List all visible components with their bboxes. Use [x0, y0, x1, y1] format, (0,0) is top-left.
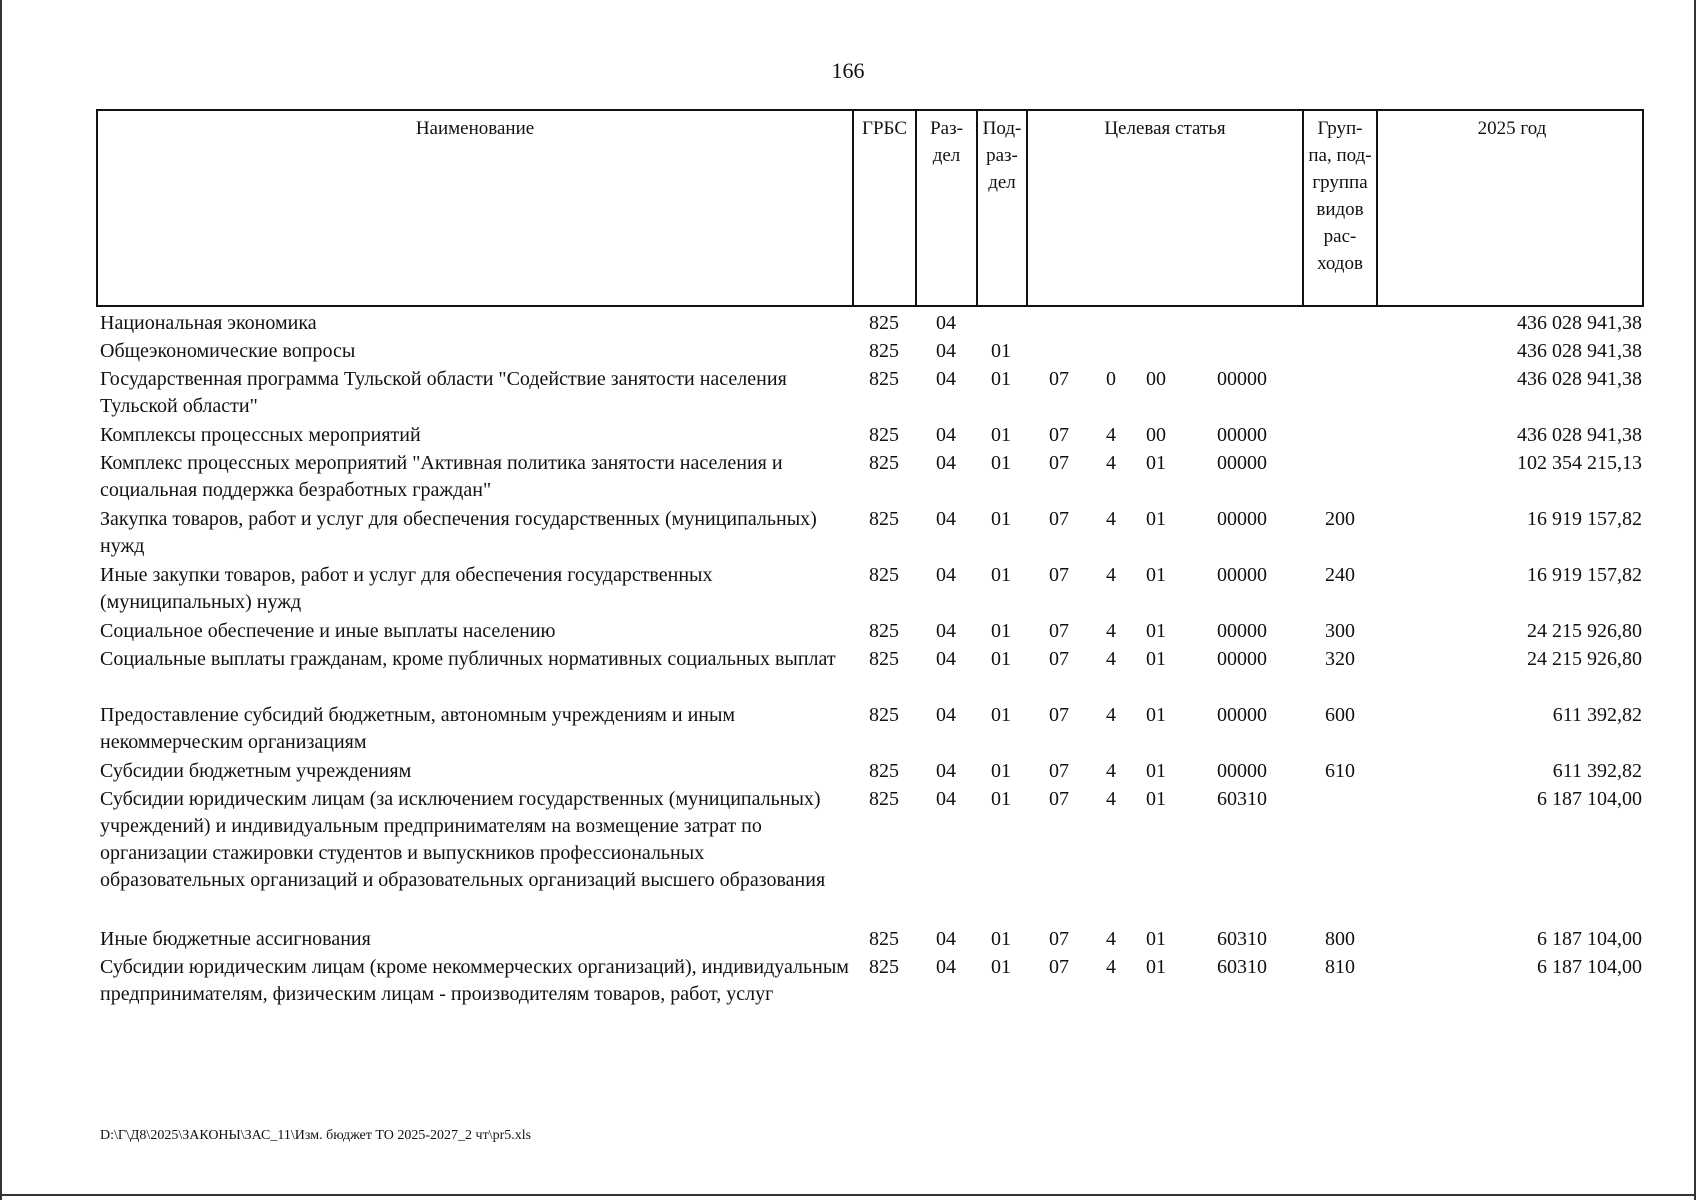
row-razdel: 04: [936, 620, 956, 642]
row-target-direction: 60310: [1217, 956, 1267, 978]
row-target-type: 4: [1106, 508, 1116, 530]
row-grbs: 825: [869, 424, 899, 446]
row-target-complex: 01: [1146, 704, 1166, 726]
row-target-complex: 01: [1146, 788, 1166, 810]
row-target-program: 07: [1049, 648, 1069, 670]
header-podrazdel: [978, 115, 1026, 196]
row-name: Субсидии бюджетным учреждениям: [100, 760, 412, 782]
row-name: Комплекс процессных мероприятий "Активная политика занятости населения и социальная поддержка безработных граждан": [100, 452, 783, 501]
row-podrazdel: 01: [991, 928, 1011, 950]
row-razdel: 04: [936, 928, 956, 950]
row-name: Комплексы процессных мероприятий: [100, 424, 421, 446]
row-grbs: 825: [869, 452, 899, 474]
row-target-type: 4: [1106, 620, 1116, 642]
row-grbs: 825: [869, 340, 899, 362]
row-razdel: 04: [936, 648, 956, 670]
row-target-complex: 01: [1146, 648, 1166, 670]
header-group-line: па, под-: [1308, 145, 1372, 166]
row-podrazdel: 01: [991, 704, 1011, 726]
row-grbs: 825: [869, 760, 899, 782]
row-expense-group: 200: [1325, 508, 1355, 530]
row-razdel: 04: [936, 956, 956, 978]
row-target-type: 4: [1106, 564, 1116, 586]
row-target-direction: 60310: [1217, 928, 1267, 950]
row-amount: 6 187 104,00: [1537, 956, 1642, 978]
row-amount: 16 919 157,82: [1527, 564, 1642, 586]
row-target-direction: 60310: [1217, 788, 1267, 810]
row-podrazdel: 01: [991, 788, 1011, 810]
row-target-type: 4: [1106, 704, 1116, 726]
row-expense-group: 240: [1325, 564, 1355, 586]
row-grbs: 825: [869, 564, 899, 586]
row-expense-group: 300: [1325, 620, 1355, 642]
row-target-complex: 01: [1146, 564, 1166, 586]
row-target-direction: 00000: [1217, 564, 1267, 586]
row-podrazdel: 01: [991, 760, 1011, 782]
row-name: Закупка товаров, работ и услуг для обеспечения государственных (муниципальных) нужд: [100, 508, 817, 557]
file-path-footer: D:\Г\Д8\2025\ЗАКОНЫ\ЗАС_11\Изм. бюджет ТО 2025-2027_2 чт\pr5.xls: [100, 1128, 532, 1143]
row-grbs: 825: [869, 648, 899, 670]
row-name: Государственная программа Тульской области "Содействие занятости населения Тульской области": [100, 368, 787, 417]
row-expense-group: 610: [1325, 760, 1355, 782]
row-amount: 24 215 926,80: [1527, 648, 1642, 670]
row-name: Социальное обеспечение и иные выплаты населению: [100, 620, 556, 642]
header-razdel-line: Раз-: [930, 118, 963, 139]
row-target-direction: 00000: [1217, 368, 1267, 390]
row-target-direction: 00000: [1217, 760, 1267, 782]
header-razdel-line: дел: [932, 145, 961, 166]
row-amount: 611 392,82: [1552, 704, 1642, 726]
row-target-complex: 01: [1146, 452, 1166, 474]
page-edge-left: [0, 0, 2, 1200]
row-target-program: 07: [1049, 452, 1069, 474]
row-razdel: 04: [936, 452, 956, 474]
row-target-program: 07: [1049, 956, 1069, 978]
row-target-type: 4: [1106, 424, 1116, 446]
row-name: Иные бюджетные ассигнования: [100, 928, 371, 950]
row-target-direction: 00000: [1217, 620, 1267, 642]
header-podrazdel-line: Под-: [982, 118, 1022, 139]
row-target-complex: 00: [1146, 368, 1166, 390]
row-name: Субсидии юридическим лицам (кроме некоммерческих организаций), индивидуальным предпринимателям, физическим лицам - производителям товаров, работ, услуг: [100, 956, 849, 1005]
row-target-complex: 01: [1146, 508, 1166, 530]
row-podrazdel: 01: [991, 340, 1011, 362]
row-target-type: 4: [1106, 788, 1116, 810]
row-target-program: 07: [1049, 760, 1069, 782]
row-grbs: 825: [869, 312, 899, 334]
row-target-complex: 01: [1146, 928, 1166, 950]
row-amount: 16 919 157,82: [1527, 508, 1642, 530]
row-name: Иные закупки товаров, работ и услуг для обеспечения государственных (муниципальных) нужд: [100, 564, 713, 613]
header-podrazdel-line: дел: [988, 172, 1016, 193]
row-grbs: 825: [869, 704, 899, 726]
row-grbs: 825: [869, 620, 899, 642]
header-podrazdel-line: раз-: [986, 145, 1018, 166]
row-grbs: 825: [869, 368, 899, 390]
row-grbs: 825: [869, 956, 899, 978]
row-target-direction: 00000: [1217, 704, 1267, 726]
header-razdel: [917, 115, 976, 169]
row-amount: 102 354 215,13: [1517, 452, 1642, 474]
row-name: Общеэкономические вопросы: [100, 340, 356, 362]
header-grbs: ГРБС: [861, 118, 907, 139]
row-podrazdel: 01: [991, 648, 1011, 670]
row-target-program: 07: [1049, 564, 1069, 586]
row-podrazdel: 01: [991, 508, 1011, 530]
row-amount: 436 028 941,38: [1517, 368, 1642, 390]
row-razdel: 04: [936, 760, 956, 782]
header-group-line: группа: [1312, 172, 1368, 193]
row-razdel: 04: [936, 564, 956, 586]
row-name: Социальные выплаты гражданам, кроме публичных нормативных социальных выплат: [100, 648, 836, 670]
row-amount: 436 028 941,38: [1517, 312, 1642, 334]
row-razdel: 04: [936, 508, 956, 530]
row-target-program: 07: [1049, 620, 1069, 642]
table-header: [96, 109, 1644, 307]
row-target-type: 4: [1106, 956, 1116, 978]
row-expense-group: 600: [1325, 704, 1355, 726]
row-amount: 436 028 941,38: [1517, 340, 1642, 362]
row-target-program: 07: [1049, 508, 1069, 530]
header-target-article: Целевая статья: [1104, 118, 1226, 139]
row-target-complex: 01: [1146, 760, 1166, 782]
row-grbs: 825: [869, 508, 899, 530]
row-grbs: 825: [869, 788, 899, 810]
row-razdel: 04: [936, 424, 956, 446]
row-target-direction: 00000: [1217, 424, 1267, 446]
row-target-program: 07: [1049, 788, 1069, 810]
row-amount: 436 028 941,38: [1517, 424, 1642, 446]
row-target-type: 4: [1106, 760, 1116, 782]
header-group-line: ходов: [1317, 253, 1363, 274]
row-name: Субсидии юридическим лицам (за исключением государственных (муниципальных) учреждений) и индивидуальным предпринимателям на возмещение затрат по организации стажировки студентов и выпускников профессиональных образовательных организаций и образовательных организаций высшего образования: [100, 788, 826, 891]
row-target-type: 4: [1106, 452, 1116, 474]
row-podrazdel: 01: [991, 452, 1011, 474]
row-target-type: 0: [1106, 368, 1116, 390]
header-group-line: Груп-: [1317, 118, 1363, 139]
row-amount: 611 392,82: [1552, 760, 1642, 782]
row-razdel: 04: [936, 788, 956, 810]
row-grbs: 825: [869, 928, 899, 950]
page-number: 166: [831, 58, 865, 83]
row-target-complex: 01: [1146, 956, 1166, 978]
row-razdel: 04: [936, 704, 956, 726]
row-podrazdel: 01: [991, 368, 1011, 390]
header-group-line: рас-: [1323, 226, 1357, 247]
row-razdel: 04: [936, 368, 956, 390]
row-razdel: 04: [936, 340, 956, 362]
row-target-direction: 00000: [1217, 452, 1267, 474]
row-amount: 6 187 104,00: [1537, 928, 1642, 950]
row-target-direction: 00000: [1217, 508, 1267, 530]
row-expense-group: 810: [1325, 956, 1355, 978]
header-name: Наименование: [415, 118, 535, 139]
header-group-line: видов: [1316, 199, 1364, 220]
header-year: 2025 год: [1477, 118, 1547, 139]
row-podrazdel: 01: [991, 956, 1011, 978]
row-expense-group: 320: [1325, 648, 1355, 670]
row-target-complex: 00: [1146, 424, 1166, 446]
row-target-complex: 01: [1146, 620, 1166, 642]
row-target-program: 07: [1049, 704, 1069, 726]
row-podrazdel: 01: [991, 564, 1011, 586]
row-target-direction: 00000: [1217, 648, 1267, 670]
row-amount: 24 215 926,80: [1527, 620, 1642, 642]
row-podrazdel: 01: [991, 424, 1011, 446]
row-target-type: 4: [1106, 648, 1116, 670]
row-target-type: 4: [1106, 928, 1116, 950]
header-expense-group: [1304, 115, 1376, 277]
row-target-program: 07: [1049, 928, 1069, 950]
row-name: Национальная экономика: [100, 312, 317, 334]
row-razdel: 04: [936, 312, 956, 334]
row-podrazdel: 01: [991, 620, 1011, 642]
row-name: Предоставление субсидий бюджетным, автономным учреждениям и иным некоммерческим организациям: [100, 704, 736, 753]
page-edge-bottom: [0, 1194, 1696, 1196]
row-target-program: 07: [1049, 424, 1069, 446]
row-target-program: 07: [1049, 368, 1069, 390]
row-amount: 6 187 104,00: [1537, 788, 1642, 810]
row-expense-group: 800: [1325, 928, 1355, 950]
